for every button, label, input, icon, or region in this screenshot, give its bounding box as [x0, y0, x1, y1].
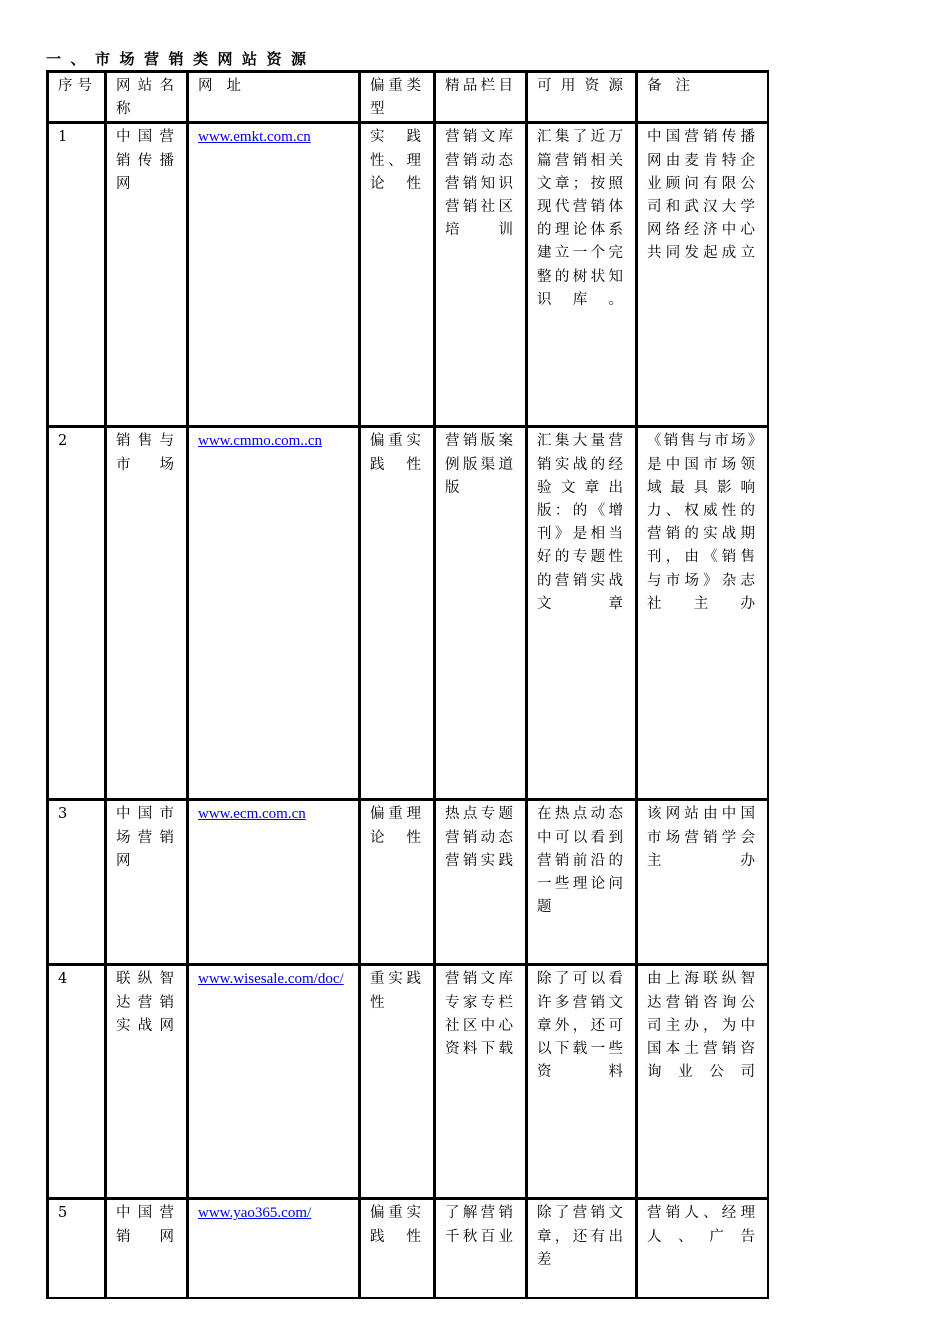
row-site-name: 中国市场营销网 [106, 800, 188, 965]
row-type: 重实践性 [360, 965, 435, 1199]
row-url-link[interactable]: www.cmmo.com..cn [198, 433, 322, 450]
row-resources [527, 1199, 637, 1297]
table-row [48, 800, 767, 965]
row-url-link[interactable]: www.emkt.com.cn [198, 129, 311, 146]
row-site-name: 销售与市场 [106, 427, 188, 800]
row-index: 4 [48, 965, 106, 1199]
table-row [48, 427, 767, 800]
row-notes: 该网站由中国市场营销学会主办 [637, 800, 767, 965]
row-resources: 除了可以看许多营销文章外，还可以下载一些资料 [527, 965, 637, 1199]
row-type-text: 偏重实践性 [370, 1205, 423, 1245]
row-url-link[interactable]: www.ecm.com.cn [198, 806, 306, 823]
header-site-name: 网站名称 [106, 72, 188, 123]
row-index [48, 1199, 106, 1297]
section-heading: 一、市场营销类网站资源 [46, 50, 316, 68]
row-featured-columns: 营销文库专家专栏社区中心资料下载 [435, 965, 527, 1199]
row-notes: 中国营销传播网由麦肯特企业顾问有限公司和武汉大学网络经济中心共同发起成立 [637, 123, 767, 427]
row-site-name [106, 1199, 188, 1297]
row-index: 1 [48, 123, 106, 427]
row-type [360, 1199, 435, 1297]
row-featured-columns-text: 了解营销千秋百业 [445, 1205, 515, 1245]
row-featured-columns: 营销版案例版渠道版 [435, 427, 527, 800]
header-url: 网址 [188, 72, 360, 123]
table-row [48, 1199, 767, 1297]
row-type: 偏重实践性 [360, 427, 435, 800]
row-notes [637, 1199, 767, 1297]
row-resources: 汇集大量营销实战的经验文章出版：的《增刊》是相当好的专题性的营销实战文章 [527, 427, 637, 800]
row-featured-columns [435, 1199, 527, 1297]
row-url-link[interactable]: www.wisesale.com/doc/ [198, 971, 344, 988]
row-index: 3 [48, 800, 106, 965]
row-index-text: 5 [58, 1205, 68, 1222]
row-url-link[interactable]: www.yao365.com/ [198, 1205, 312, 1222]
row-resources-text: 除了营销文章，还有出差 [537, 1205, 625, 1268]
row-featured-columns: 营销文库营销动态营销知识营销社区培训 [435, 123, 527, 427]
header-type: 偏重类型 [360, 72, 435, 123]
table-row [48, 965, 767, 1199]
table-header-row [48, 72, 767, 123]
header-featured-columns: 精品栏目 [435, 72, 527, 123]
row-type: 偏重理论性 [360, 800, 435, 965]
row-type: 实践性、理论性 [360, 123, 435, 427]
row-notes-text: 营销人、经理人、广告 [647, 1205, 757, 1245]
row-index: 2 [48, 427, 106, 800]
row-resources: 在热点动态中可以看到营销前沿的一些理论问题 [527, 800, 637, 965]
header-notes: 备注 [637, 72, 767, 123]
row-resources: 汇集了近万篇营销相关文章；按照现代营销体的理论体系建立一个完整的树状知识库。 [527, 123, 637, 427]
row-featured-columns: 热点专题营销动态营销实践 [435, 800, 527, 965]
row-site-name: 中国营销传播网 [106, 123, 188, 427]
row-site-name: 联纵智达营销实战网 [106, 965, 188, 1199]
header-index: 序号 [48, 72, 106, 123]
resource-table [46, 70, 769, 1299]
row-notes: 由上海联纵智达营销咨询公司主办，为中国本土营销咨询业公司 [637, 965, 767, 1199]
header-resources: 可用资源 [527, 72, 637, 123]
row-notes: 《销售与市场》是中国市场领域最具影响力、权威性的营销的实战期刊，由《销售与市场》杂志社主办 [637, 427, 767, 800]
row-site-name-text: 中国营销网 [116, 1205, 176, 1245]
table-row [48, 123, 767, 427]
